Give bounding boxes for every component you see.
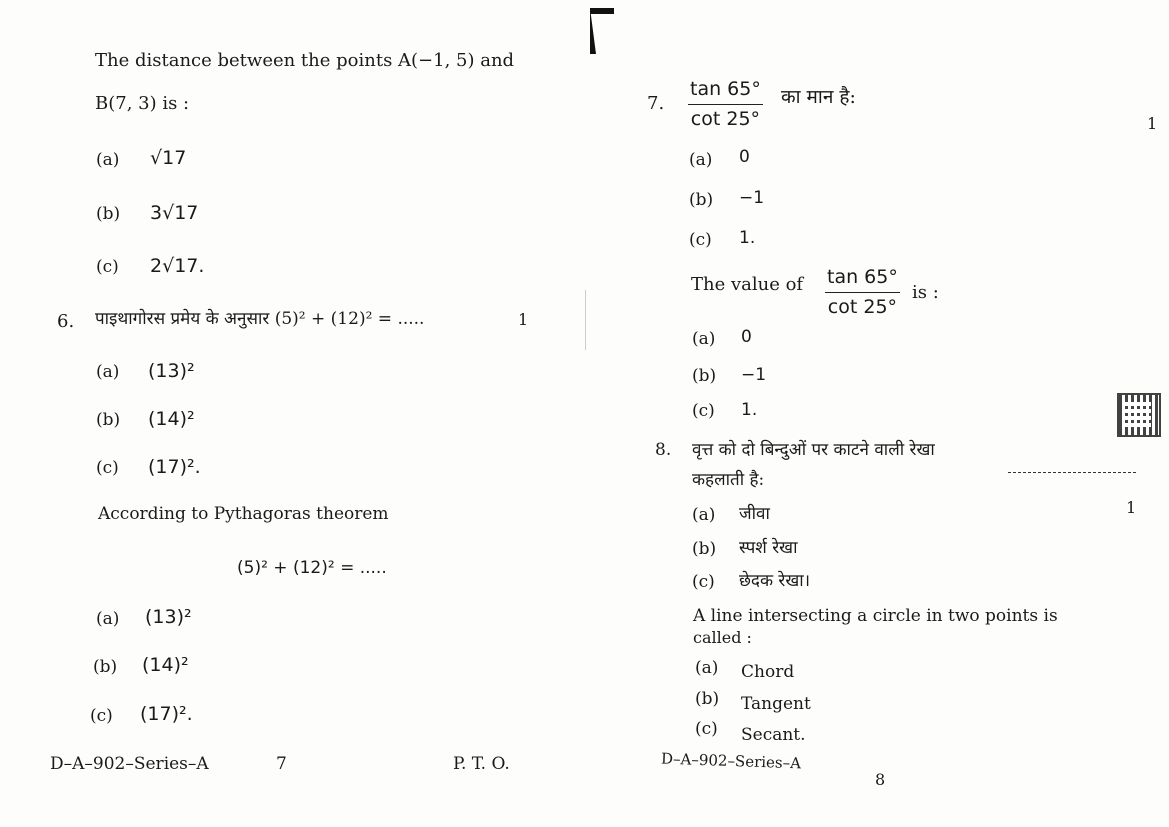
qr-code-icon	[1117, 393, 1161, 437]
q7-english-fraction-denominator: cot 25°	[827, 296, 898, 318]
q7-en-option-b: −1	[741, 365, 767, 385]
q5-option-a: √17	[150, 147, 187, 169]
q5-option-c: 2√17.	[150, 255, 205, 277]
q6-hi-option-a-label: (a)	[96, 362, 120, 382]
q5-option-a-label: (a)	[96, 150, 120, 170]
right-page	[585, 0, 1169, 827]
q8-en-option-a-label: (a)	[695, 658, 719, 678]
q5-option-b: 3√17	[150, 202, 199, 224]
q7-hi-option-a-label: (a)	[689, 150, 713, 170]
q7-fraction-denominator: cot 25°	[690, 108, 761, 130]
q8-en-option-c: Secant.	[741, 725, 806, 745]
q5-line1: The distance between the points A(−1, 5) and	[95, 50, 515, 71]
q8-number: 8.	[655, 440, 672, 460]
q6-en-option-b-label: (b)	[93, 657, 118, 677]
q7-en-option-b-label: (b)	[692, 366, 717, 386]
footer-page-number-right: 8	[875, 770, 886, 789]
q5-line2: B(7, 3) is :	[95, 93, 190, 114]
q8-english-line2: called :	[693, 628, 752, 647]
q7-english-head: The value of	[691, 274, 804, 295]
q8-en-option-b-label: (b)	[695, 689, 720, 709]
blank-dash-line	[1008, 472, 1136, 473]
q8-hi-option-b-label: (b)	[692, 539, 717, 559]
q7-hi-option-b: −1	[739, 188, 765, 208]
q6-hi-option-b-label: (b)	[96, 410, 121, 430]
q7-english-tail: is :	[912, 282, 939, 303]
q7-en-option-c-label: (c)	[692, 401, 715, 421]
q6-hi-option-c: (17)².	[148, 456, 201, 478]
q6-en-option-b: (14)²	[142, 654, 189, 676]
q6-en-option-a: (13)²	[145, 606, 192, 628]
q8-hi-option-c: छेदक रेखा।	[739, 571, 811, 591]
q7-hi-option-c: 1.	[739, 228, 756, 248]
q6-equation: (5)² + (12)² = .....	[237, 558, 387, 578]
footer-series-code-right: D–A–902–Series–A	[660, 749, 802, 773]
q8-hi-option-a-label: (a)	[692, 505, 716, 525]
q8-en-option-c-label: (c)	[695, 719, 718, 739]
q6-hi-option-c-label: (c)	[96, 458, 119, 478]
footer-series-code: D–A–902–Series–A	[50, 754, 209, 774]
footer-pto: P. T. O.	[453, 754, 510, 774]
q7-fraction-numerator: tan 65°	[688, 78, 763, 105]
q6-hi-option-b: (14)²	[148, 408, 195, 430]
q8-hindi-line2: कहलाती है:	[692, 470, 765, 490]
q8-en-option-b: Tangent	[741, 694, 811, 714]
q6-english: According to Pythagoras theorem	[98, 504, 389, 524]
q7-number: 7.	[647, 93, 665, 114]
q5-option-c-label: (c)	[96, 257, 119, 277]
q8-hi-option-c-label: (c)	[692, 572, 715, 592]
q8-hi-option-a: जीवा	[739, 504, 770, 524]
q6-number: 6.	[57, 311, 75, 332]
footer-page-number: 7	[276, 754, 287, 774]
q7-en-option-c: 1.	[741, 400, 758, 420]
q8-hi-option-b: स्पर्श रेखा	[739, 538, 798, 558]
q7-hindi-tail: का मान है:	[781, 86, 856, 108]
q6-en-option-a-label: (a)	[96, 609, 120, 629]
q5-option-b-label: (b)	[96, 204, 121, 224]
q6-hi-option-a: (13)²	[148, 360, 195, 382]
q6-en-option-c: (17)².	[140, 703, 193, 725]
q7-english-fraction	[825, 266, 900, 318]
q7-hi-option-b-label: (b)	[689, 190, 714, 210]
q8-en-option-a: Chord	[741, 662, 795, 682]
q8-hindi-line1: वृत्त को दो बिन्दुओं पर काटने वाली रेखा	[692, 440, 935, 460]
q7-en-option-a: 0	[741, 327, 752, 347]
q7-hi-option-c-label: (c)	[689, 230, 712, 250]
q8-marks: 1	[1126, 498, 1137, 517]
q7-english-fraction-numerator: tan 65°	[825, 266, 900, 293]
q6-en-option-c-label: (c)	[90, 706, 113, 726]
q8-english-line1: A line intersecting a circle in two points is	[693, 606, 1058, 626]
q7-marks: 1	[1147, 114, 1158, 133]
q7-hi-option-a: 0	[739, 147, 750, 167]
q7-en-option-a-label: (a)	[692, 329, 716, 349]
q6-marks: 1	[518, 310, 529, 329]
q6-hindi: पाइथागोरस प्रमेय के अनुसार (5)² + (12)² = .....	[95, 309, 425, 329]
q7-fraction	[688, 78, 763, 130]
